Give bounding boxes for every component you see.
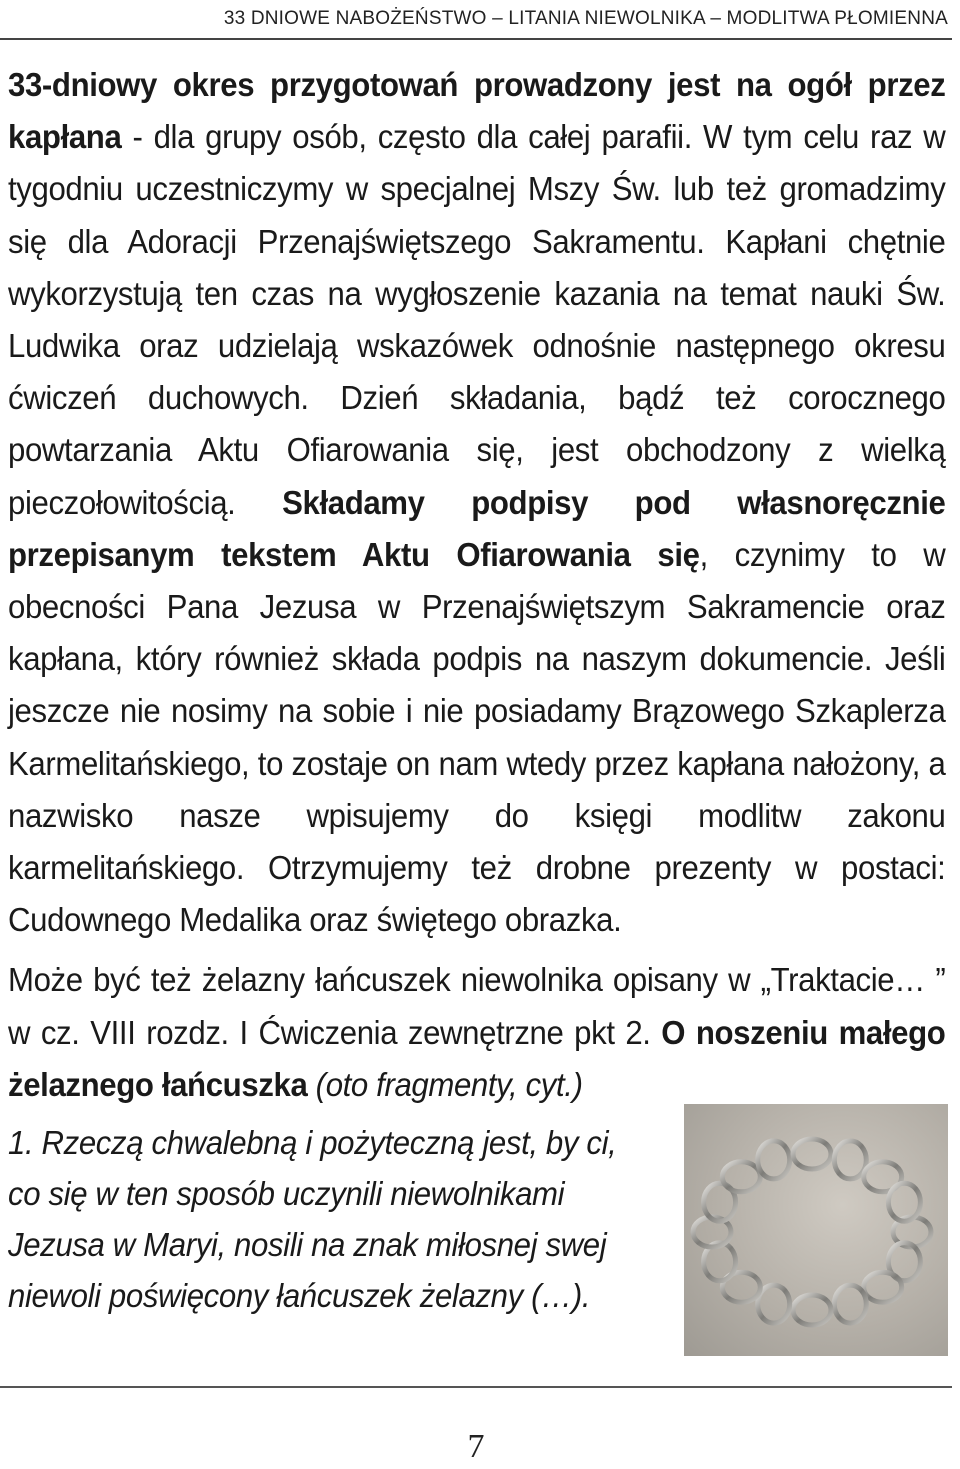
chain-bracelet-photo	[684, 1104, 948, 1356]
chain-ring	[758, 1141, 790, 1179]
chain-text: Może być też żelazny łańcuszek niewolnika opisany w „Traktacie… ” w cz. VIII rozdz. I Ćwiczenia zewnętrzne pkt 2.	[8, 962, 946, 1052]
bold-intro: 33-dniowy okres przygotowań prowadzony jest na ogół przez kapłana	[8, 67, 946, 157]
chain-ring	[722, 1162, 760, 1192]
chain-ring	[793, 1295, 831, 1325]
chain-ring	[864, 1272, 902, 1302]
running-header: 33 DNIOWE NABOŻEŃSTWO – LITANIA NIEWOLNIKA – MODLITWA PŁOMIENNA	[223, 8, 948, 29]
paragraph-text-a: - dla grupy osób, często dla całej parafii. W tym celu raz w tygodniu uczestniczymy w specjalnej Mszy Św. lub też gromadzimy się dla Adoracji Przenajświętszego Sakramentu. Kapłani chętnie wykorzystują ten czas na wygłoszenie kazania na temat nauki Św. Ludwika oraz udzielają wskazówek odnośnie następnego okresu ćwiczeń duchowych. Dzień składania, bądź też corocznego powtarzania Aktu Ofiarowania się, jest obchodzony z wielką pieczołowitością.	[8, 119, 946, 522]
body-text	[8, 60, 945, 1112]
quote-point-1: 1. Rzeczą chwalebną i pożyteczną jest, by ci, co się w ten sposób uczynili niewolnikami Jezusa w Maryi, nosili na znak miłosnej swej niewoli poświęcony łańcuszek żelazny (…).	[8, 1125, 617, 1315]
chain-ring	[834, 1141, 866, 1179]
header-divider	[0, 38, 952, 40]
chain-ring	[888, 1183, 920, 1221]
chain-ring	[793, 1139, 831, 1169]
chain-italic-note: (oto fragmenty, cyt.)	[307, 1066, 583, 1104]
bold-signatures: Składamy podpisy pod własnoręcznie przepisanym tekstem Aktu Ofiarowania się	[8, 484, 946, 574]
chain-ring	[758, 1285, 790, 1323]
paragraph-chain	[8, 955, 945, 1112]
footer-divider	[0, 1386, 952, 1388]
paragraph-preparation	[8, 60, 945, 947]
paragraph-text-b: , czynimy to w obecności Pana Jezusa w Przenajświętszym Sakramencie oraz kapłana, który również składa podpis na naszym dokumencie. Jeśli jeszcze nie nosimy na sobie i nie posiadamy Brązowego Szkaplerza Karmelitańskiego, to zostaje on nam wtedy przez kapłana nałożony, a nazwisko nasze wpisujemy do księgi modlitw zakonu karmelitańskiego. Otrzymujemy też drobne prezenty w postaci: Cudownego Medalika oraz świętego obrazka.	[8, 536, 946, 940]
chain-bold-title: O noszeniu małego żelaznego łańcuszka	[8, 1014, 946, 1104]
page-number: 7	[467, 1428, 485, 1465]
chain-ring	[834, 1285, 866, 1323]
